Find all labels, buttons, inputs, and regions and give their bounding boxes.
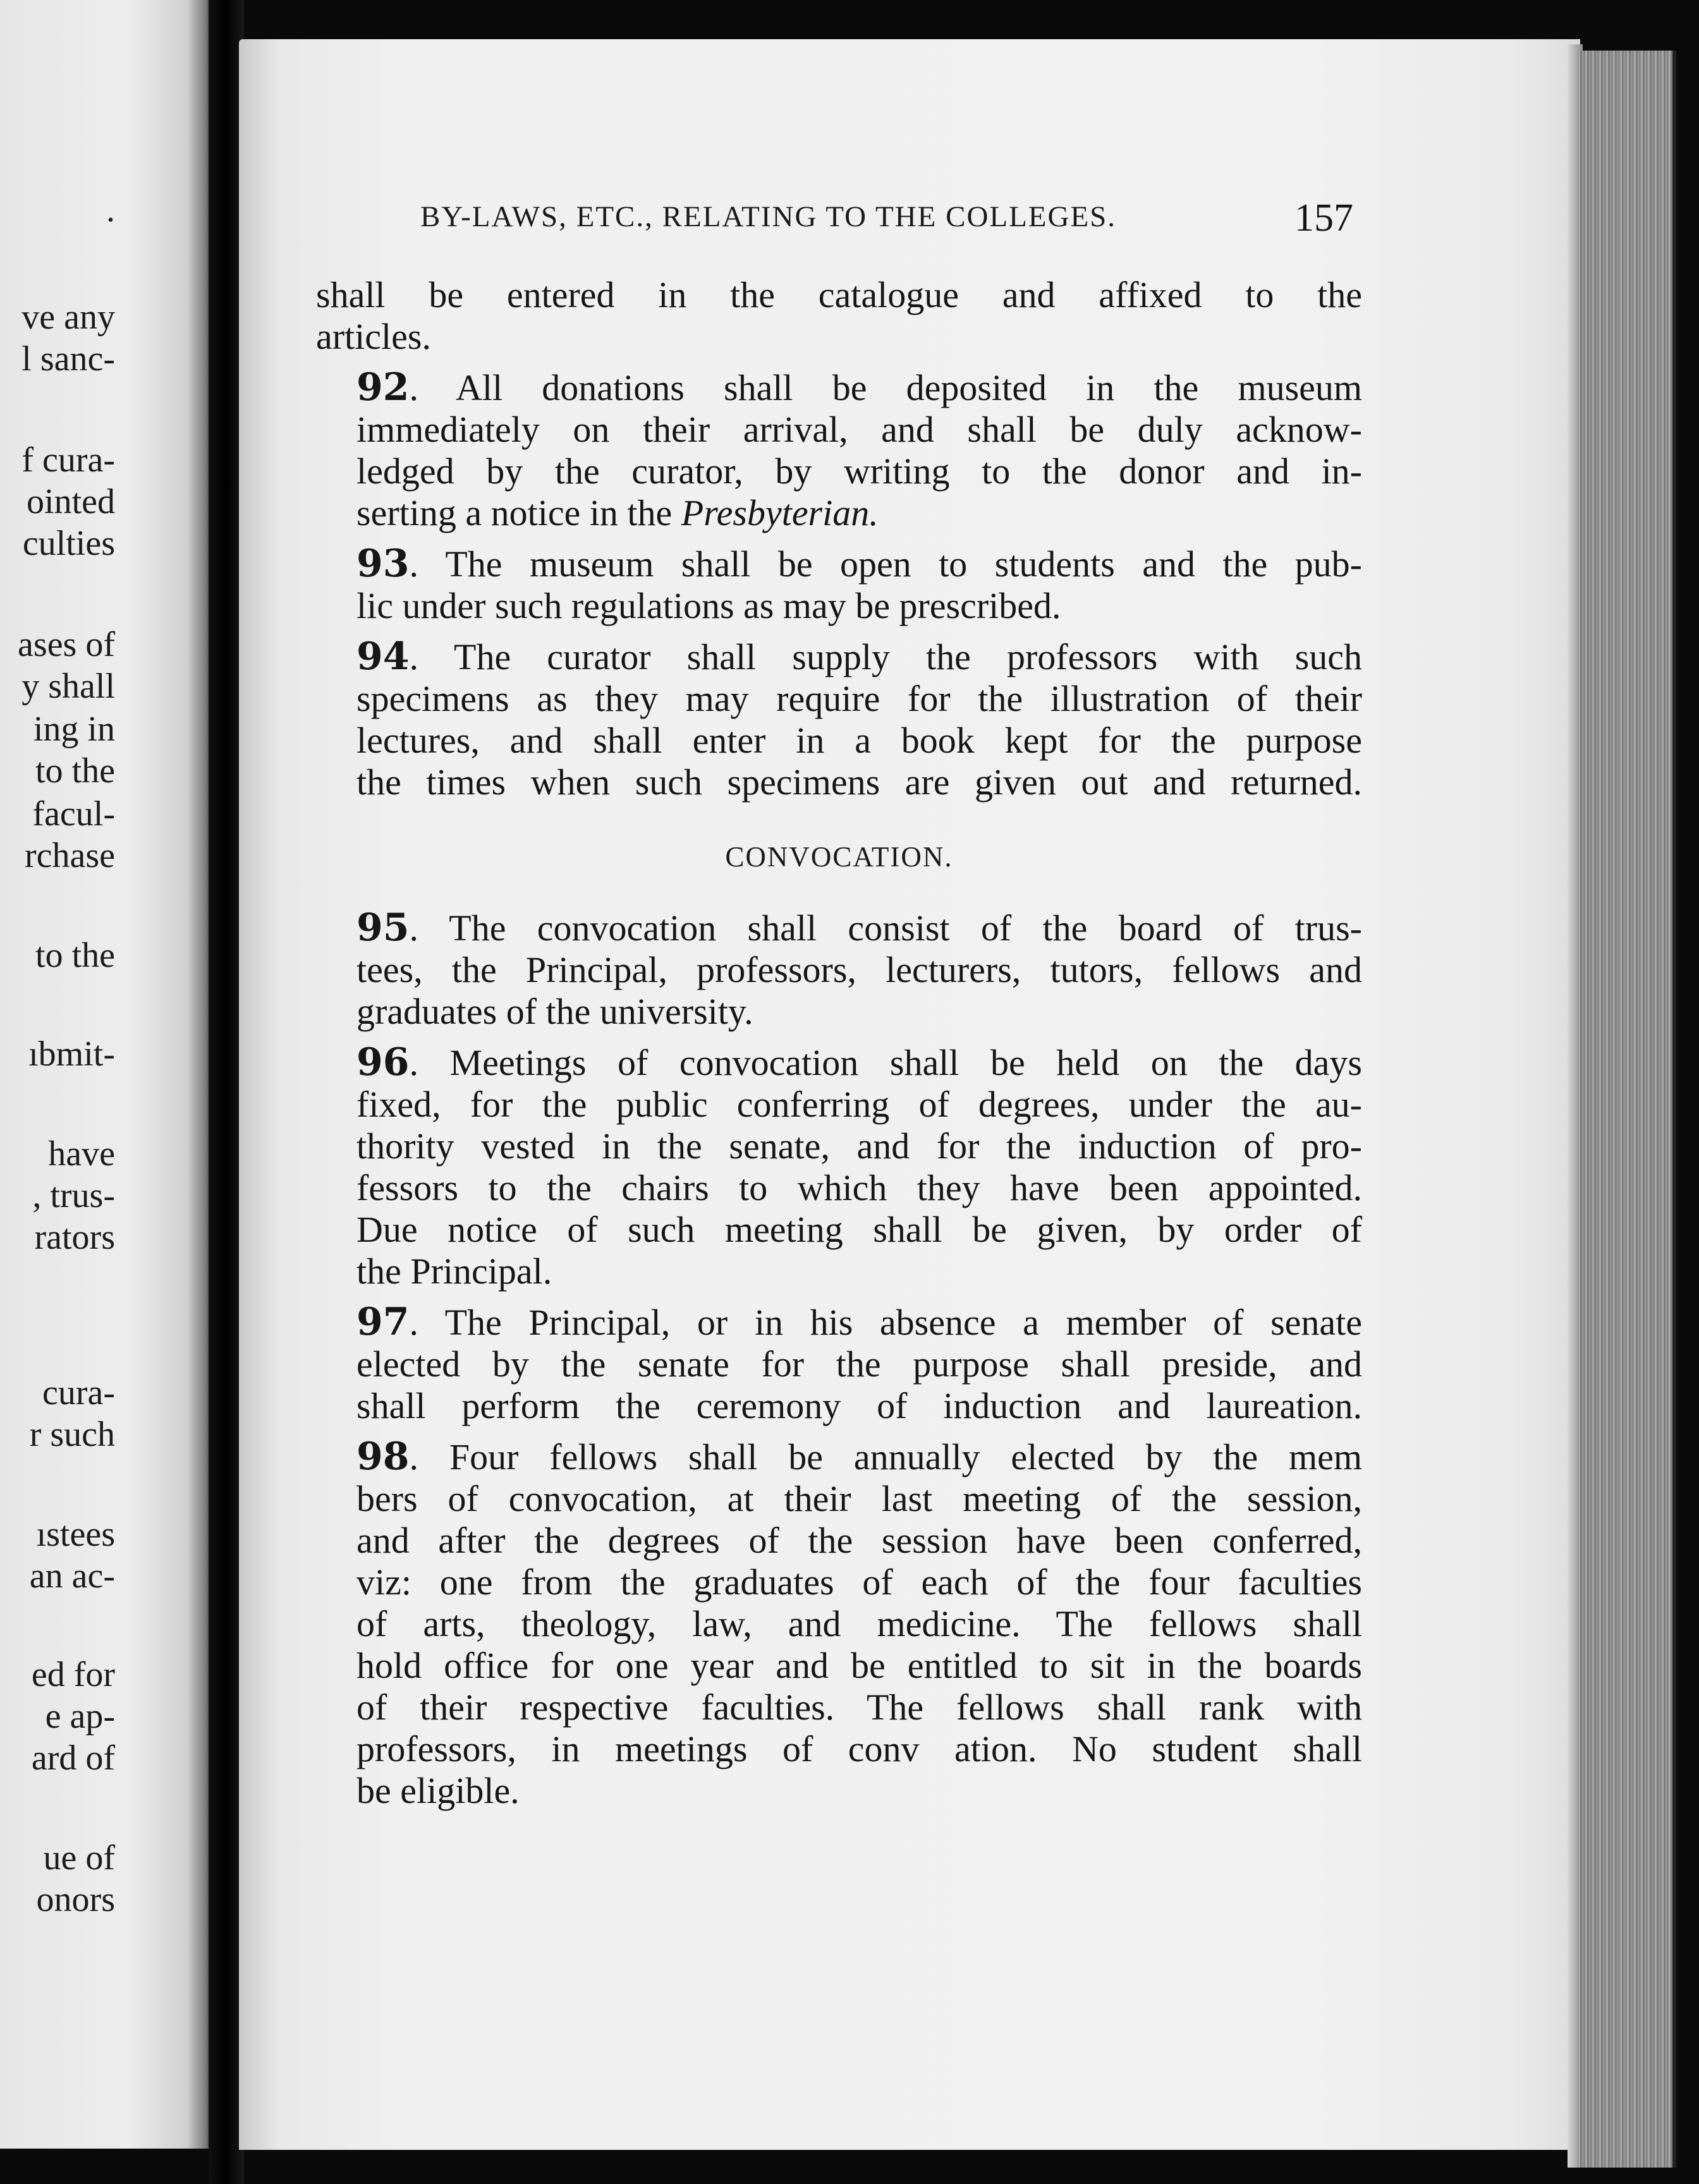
text-line: . The Principal, or in his absence a member of senate (409, 1302, 1362, 1343)
left-page-line: ıstees (36, 1515, 115, 1554)
left-page-line: f cura- (21, 440, 115, 480)
left-page-line: ue of (43, 1838, 115, 1878)
article-94 (316, 636, 1362, 803)
left-page-line: r such (29, 1415, 115, 1454)
text-line: Due notice of such meeting shall be given, by order of (356, 1209, 1362, 1250)
left-page-line: an ac- (29, 1556, 115, 1596)
text-line: . All donations shall be deposited in the museum (409, 367, 1362, 408)
article-96 (316, 1041, 1362, 1292)
text-line: of their respective faculties. The fellows shall rank with (356, 1687, 1362, 1728)
article-number: 97 (356, 1300, 410, 1344)
page-number: 157 (1294, 197, 1353, 240)
text-line: elected by the senate for the purpose shall preside, and (356, 1344, 1362, 1385)
text-line: tees, the Principal, professors, lecturers, tutors, fellows and (356, 949, 1362, 990)
article-number: 92 (356, 365, 410, 410)
left-page-line: ointed (27, 482, 115, 521)
article-92 (316, 367, 1362, 534)
left-page-line: l sanc- (21, 339, 115, 379)
text-line: shall be entered in the catalogue and affixed to the (316, 274, 1362, 315)
text-line: fessors to the chairs to which they have been appointed. (356, 1167, 1362, 1208)
text-line: of arts, theology, law, and medicine. The fellows shall (356, 1603, 1362, 1644)
left-page-line: rators (34, 1218, 115, 1257)
italic-title: Presbyterian. (681, 492, 879, 533)
text-line: the times when such specimens are given out and returned. (356, 761, 1362, 803)
left-page-line: to the (35, 751, 115, 791)
text-line: bers of convocation, at their last meeting of the session, (356, 1478, 1362, 1519)
text-line: ledged by the curator, by writing to the donor and in- (356, 451, 1362, 492)
text-line: viz: one from the graduates of each of the four faculties (356, 1562, 1362, 1603)
article-number: 95 (356, 906, 410, 950)
left-page-line: . (106, 190, 115, 229)
left-page-line: ed for (31, 1655, 115, 1694)
text-line: . Meetings of convocation shall be held on the days (409, 1042, 1362, 1083)
left-page-line: culties (22, 524, 115, 563)
page-block-fore-edge (1578, 51, 1676, 2168)
text-line: shall perform the ceremony of induction and laureation. (356, 1385, 1362, 1426)
text-line: and after the degrees of the session have been conferred, (356, 1520, 1362, 1561)
section-heading: CONVOCATION. (725, 841, 953, 873)
left-page-line: facul- (32, 794, 115, 834)
left-page-line: rchase (24, 836, 115, 875)
left-page-line: ıbmit- (28, 1034, 115, 1074)
text-line: graduates of the university. (356, 991, 753, 1032)
article-number: 98 (356, 1435, 410, 1479)
article-number: 93 (356, 542, 410, 586)
text-line: lectures, and shall enter in a book kept for the purpose (356, 720, 1362, 761)
left-page-line: cura- (42, 1373, 115, 1412)
left-page-line: to the (35, 936, 115, 975)
left-page-line: y shall (21, 667, 115, 706)
text-line: fixed, for the public conferring of degrees, under the au- (356, 1084, 1362, 1125)
text-line: . The convocation shall consist of the board of trus- (409, 907, 1362, 949)
page-body (316, 274, 1362, 1812)
article-93 (316, 543, 1362, 627)
article-number: 94 (356, 634, 410, 679)
text-line: the Principal. (356, 1251, 552, 1292)
left-page-line: , trus- (32, 1176, 115, 1215)
left-page-line: have (48, 1134, 115, 1174)
running-head: BY-LAWS, ETC., RELATING TO THE COLLEGES. (420, 200, 1117, 233)
text-line: professors, in meetings of conv ation. No student shall (356, 1728, 1362, 1769)
text-line: . Four fellows shall be annually elected by the mem (409, 1436, 1362, 1477)
left-facing-page (0, 0, 212, 2149)
left-page-line: ases of (18, 625, 115, 664)
left-page-line: ve any (21, 298, 115, 337)
article-97 (316, 1301, 1362, 1427)
left-page-line: ing in (33, 710, 115, 749)
text-line: thority vested in the senate, and for the induction of pro- (356, 1125, 1362, 1167)
text-line: immediately on their arrival, and shall be duly acknow- (356, 409, 1362, 450)
text-line: articles. (316, 316, 431, 357)
left-page-line: e ap- (45, 1697, 115, 1736)
left-page-line: onors (36, 1880, 115, 1919)
text-line: . The curator shall supply the professors with such (409, 636, 1362, 677)
article-number: 96 (356, 1040, 410, 1084)
continued-paragraph (316, 274, 1362, 358)
text-line: lic under such regulations as may be prescribed. (356, 585, 1061, 626)
text-line: hold office for one year and be entitled to sit in the boards (356, 1645, 1362, 1686)
text-line: be eligible. (356, 1770, 520, 1811)
article-98 (316, 1436, 1362, 1812)
text-line: serting a notice in the (356, 492, 681, 533)
article-95 (316, 907, 1362, 1033)
text-line: . The museum shall be open to students and the pub- (409, 543, 1362, 585)
left-page-line: ard of (31, 1738, 115, 1778)
text-line: specimens as they may require for the illustration of their (356, 678, 1362, 719)
